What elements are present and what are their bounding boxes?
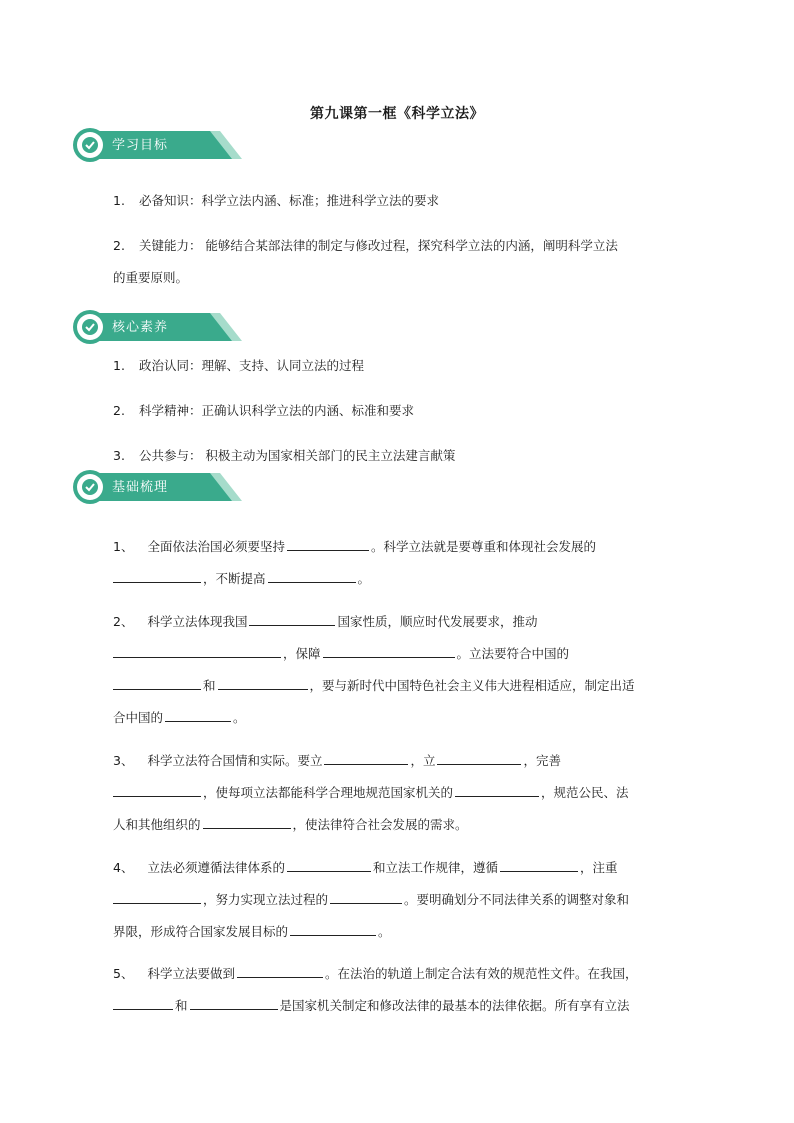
question-3-line-3: 人和其他组织的 ，使法律符合社会发展的需求。	[113, 817, 468, 832]
question-2-line-1: 2、 科学立法体现我国 国家性质，顺应时代发展要求，推动	[113, 614, 538, 629]
fill-blank[interactable]	[113, 569, 201, 583]
section-label-basics: 基础梳理	[112, 480, 169, 495]
fill-blank[interactable]	[113, 890, 201, 904]
core-item-2: 2. 科学精神：正确认识科学立法的内涵、标准和要求	[113, 403, 414, 418]
fill-blank[interactable]	[455, 783, 539, 797]
fill-blank[interactable]	[113, 644, 281, 658]
question-2-line-3: 和 ，要与新时代中国特色社会主义伟大进程相适应，制定出适	[113, 676, 688, 694]
fill-blank[interactable]	[287, 858, 371, 872]
fill-blank[interactable]	[218, 676, 308, 690]
section-banner-basics	[70, 470, 245, 504]
question-3-line-2: ，使每项立法都能科学合理地规范国家机关的 ，规范公民、法	[113, 783, 688, 801]
fill-blank[interactable]	[287, 537, 369, 551]
fill-blank[interactable]	[190, 996, 278, 1010]
fill-blank[interactable]	[203, 815, 291, 829]
question-5-line-2: 和 是国家机关制定和修改法律的最基本的法律依据。所有享有立法	[113, 996, 688, 1014]
question-4-line-2: ，努力实现立法过程的 。要明确划分不同法律关系的调整对象和	[113, 890, 688, 908]
question-1-line-2: ，不断提高 。	[113, 569, 688, 587]
fill-blank[interactable]	[268, 569, 356, 583]
core-item-3: 3. 公共参与： 积极主动为国家相关部门的民主立法建言献策	[113, 448, 456, 463]
question-2-line-2: ，保障 。立法要符合中国的	[113, 644, 688, 662]
goal-item-2-cont: 的重要原则。	[113, 270, 189, 285]
fill-blank[interactable]	[323, 644, 455, 658]
fill-blank[interactable]	[500, 858, 578, 872]
fill-blank[interactable]	[113, 996, 173, 1010]
question-2-line-4: 合中国的 。	[113, 710, 246, 725]
fill-blank[interactable]	[237, 964, 323, 978]
page-title: 第九课第一框《科学立法》	[310, 106, 484, 122]
fill-blank[interactable]	[437, 751, 521, 765]
fill-blank[interactable]	[290, 922, 376, 936]
question-5-line-1: 5、 科学立法要做到 。在法治的轨道上制定合法有效的规范性文件。在我国，	[113, 966, 638, 981]
fill-blank[interactable]	[249, 612, 335, 626]
question-4-line-3: 界限，形成符合国家发展目标的 。	[113, 924, 391, 939]
fill-blank[interactable]	[113, 676, 201, 690]
fill-blank[interactable]	[324, 751, 408, 765]
question-3-line-1: 3、 科学立法符合国情和实际。要立 ，立 ，完善	[113, 753, 561, 768]
fill-blank[interactable]	[113, 783, 201, 797]
fill-blank[interactable]	[330, 890, 402, 904]
core-item-1: 1. 政治认同：理解、支持、认同立法的过程	[113, 358, 364, 373]
section-banner-goals	[70, 128, 245, 162]
section-banner-core	[70, 310, 245, 344]
goal-item-1: 1. 必备知识：科学立法内涵、标准；推进科学立法的要求	[113, 193, 439, 208]
section-label-goals: 学习目标	[112, 138, 169, 153]
question-1-line-1: 1、 全面依法治国必须要坚持 。科学立法就是要尊重和体现社会发展的	[113, 539, 596, 554]
goal-item-2: 2. 关键能力： 能够结合某部法律的制定与修改过程，探究科学立法的内涵，阐明科学立法	[113, 238, 618, 253]
fill-blank[interactable]	[165, 708, 231, 722]
section-label-core: 核心素养	[112, 320, 169, 335]
question-4-line-1: 4、 立法必须遵循法律体系的 和立法工作规律，遵循 ，注重	[113, 860, 618, 875]
